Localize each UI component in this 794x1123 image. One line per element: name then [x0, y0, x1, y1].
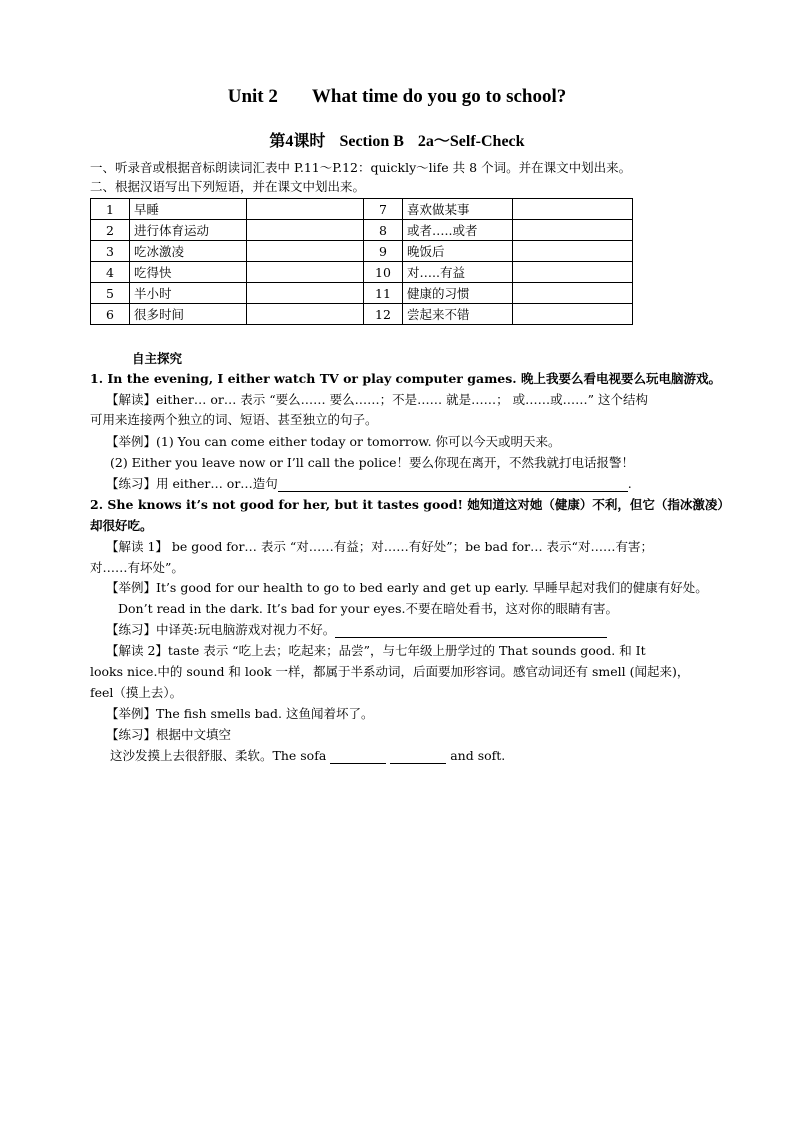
table-row — [91, 304, 633, 325]
table-row — [91, 262, 633, 283]
fill-blank-2[interactable] — [390, 750, 446, 764]
point2-fill-sentence — [110, 748, 505, 764]
phrase-chinese-left: 吃得快 — [130, 262, 247, 283]
point2-explanation-2-end: feel（摸上去）。 — [90, 685, 183, 700]
point2-sentence — [90, 497, 730, 513]
point2-chinese: 她知道这对她（健康）不利，但它（指冰激凌） — [467, 497, 730, 512]
point2-answer-blank-1[interactable] — [335, 624, 607, 638]
answer-cell-right[interactable] — [513, 220, 633, 241]
answer-cell-left[interactable] — [247, 304, 364, 325]
table-row — [91, 199, 633, 220]
row-number-left: 6 — [91, 304, 130, 325]
row-number-right: 7 — [364, 199, 403, 220]
table-row — [91, 283, 633, 304]
row-number-right: 8 — [364, 220, 403, 241]
point2-fill-prefix: 这沙发摸上去很舒服、柔软。The sofa — [110, 748, 327, 763]
unit-question: What time do you go to school? — [311, 86, 567, 107]
phrase-chinese-left: 吃冰激凌 — [130, 241, 247, 262]
vocab-table — [90, 198, 633, 325]
point2-practice-2: 【练习】根据中文填空 — [106, 727, 232, 742]
point2-practice-1 — [106, 622, 607, 638]
answer-cell-left[interactable] — [247, 262, 364, 283]
explore-heading: 自主探究 — [132, 351, 183, 366]
point1-chinese: 晚上我要么看电视要么玩电脑游戏。 — [521, 371, 722, 386]
point2-example-1: 【举例】It’s good for our health to go to bed early and get up early. 早睡早起对我们的健康有好处。 — [106, 580, 708, 595]
unit-label: Unit 2 — [227, 86, 278, 107]
row-number-right: 9 — [364, 241, 403, 262]
phrase-chinese-right: 晚饭后 — [403, 241, 513, 262]
row-number-left: 1 — [91, 199, 130, 220]
section-label: Section B — [339, 133, 404, 150]
instruction-step1: 一、听录音或根据音标朗读词汇表中 P.11～P.12：quickly～life 共 8 个词。并在课文中划出来。 — [90, 160, 632, 175]
phrase-chinese-left: 进行体育运动 — [130, 220, 247, 241]
answer-cell-right[interactable] — [513, 262, 633, 283]
phrase-chinese-left: 半小时 — [130, 283, 247, 304]
point1-english: 1. In the evening, I either watch TV or play computer games. — [90, 371, 517, 386]
answer-cell-left[interactable] — [247, 199, 364, 220]
row-number-left: 3 — [91, 241, 130, 262]
answer-cell-right[interactable] — [513, 283, 633, 304]
phrase-chinese-right: 或者…..或者 — [403, 220, 513, 241]
row-number-left: 4 — [91, 262, 130, 283]
phrase-chinese-left: 早睡 — [130, 199, 247, 220]
point1-example-2: (2) Either you leave now or I’ll call the police！要么你现在离开，不然我就打电话报警！ — [110, 455, 635, 470]
row-number-right: 10 — [364, 262, 403, 283]
fill-blank-1[interactable] — [330, 750, 386, 764]
point1-explanation-cont: 可用来连接两个独立的词、短语、甚至独立的句子。 — [90, 412, 378, 427]
point2-english: 2. She knows it’s not good for her, but it tastes good! — [90, 497, 463, 512]
point2-example-2: Don’t read in the dark. It’s bad for your eyes.不要在暗处看书，这对你的眼睛有害。 — [118, 601, 618, 616]
point2-explanation-1: 【解读 1】 be good for… 表示 “对……有益；对……有好处”；be bad for… 表示“对……有害； — [106, 539, 653, 554]
phrase-chinese-right: 尝起来不错 — [403, 304, 513, 325]
table-row — [91, 220, 633, 241]
lesson-label: 第4课时 — [269, 133, 326, 150]
row-number-left: 2 — [91, 220, 130, 241]
point1-example-1: 【举例】(1) You can come either today or tomorrow. 你可以今天或明天来。 — [106, 434, 561, 449]
instruction-step2: 二、根据汉语写出下列短语，并在课文中划出来。 — [90, 179, 366, 194]
unit-title — [0, 86, 794, 108]
point2-explanation-1-cont: 对……有坏处”。 — [90, 560, 184, 575]
table-row — [91, 241, 633, 262]
answer-cell-left[interactable] — [247, 220, 364, 241]
row-number-right: 12 — [364, 304, 403, 325]
phrase-chinese-left: 很多时间 — [130, 304, 247, 325]
point2-practice-1-label: 【练习】中译英:玩电脑游戏对视力不好。 — [106, 622, 336, 637]
point1-practice — [106, 476, 632, 492]
point2-explanation-2-cont: looks nice.中的 sound 和 look 一样，都属于半系动词，后面要加形容词。感官动词还有 smell (闻起来)， — [90, 664, 690, 679]
row-number-right: 11 — [364, 283, 403, 304]
answer-cell-right[interactable] — [513, 304, 633, 325]
answer-cell-right[interactable] — [513, 199, 633, 220]
section-range: 2a～Self-Check — [417, 133, 525, 150]
point1-practice-label: 【练习】用 either… or…造句 — [106, 476, 278, 491]
point2-chinese-cont: 却很好吃。 — [90, 518, 153, 533]
point2-fill-suffix: and soft. — [450, 748, 506, 763]
answer-cell-right[interactable] — [513, 241, 633, 262]
phrase-chinese-right: 对…..有益 — [403, 262, 513, 283]
answer-cell-left[interactable] — [247, 241, 364, 262]
answer-cell-left[interactable] — [247, 283, 364, 304]
row-number-left: 5 — [91, 283, 130, 304]
point2-explanation-2: 【解读 2】taste 表示 “吃上去；吃起来；品尝”，与七年级上册学过的 That sounds good. 和 It — [106, 643, 646, 658]
point1-sentence — [90, 371, 721, 387]
phrase-chinese-right: 健康的习惯 — [403, 283, 513, 304]
point1-answer-blank[interactable] — [278, 478, 628, 492]
point1-explanation: 【解读】either… or… 表示 “要么…… 要么……；不是…… 就是……； 或……或……” 这个结构 — [106, 392, 648, 407]
point2-example-3: 【举例】The fish smells bad. 这鱼闻着坏了。 — [106, 706, 374, 721]
phrase-chinese-right: 喜欢做某事 — [403, 199, 513, 220]
lesson-subtitle — [0, 128, 794, 151]
point1-practice-end: . — [627, 476, 632, 491]
